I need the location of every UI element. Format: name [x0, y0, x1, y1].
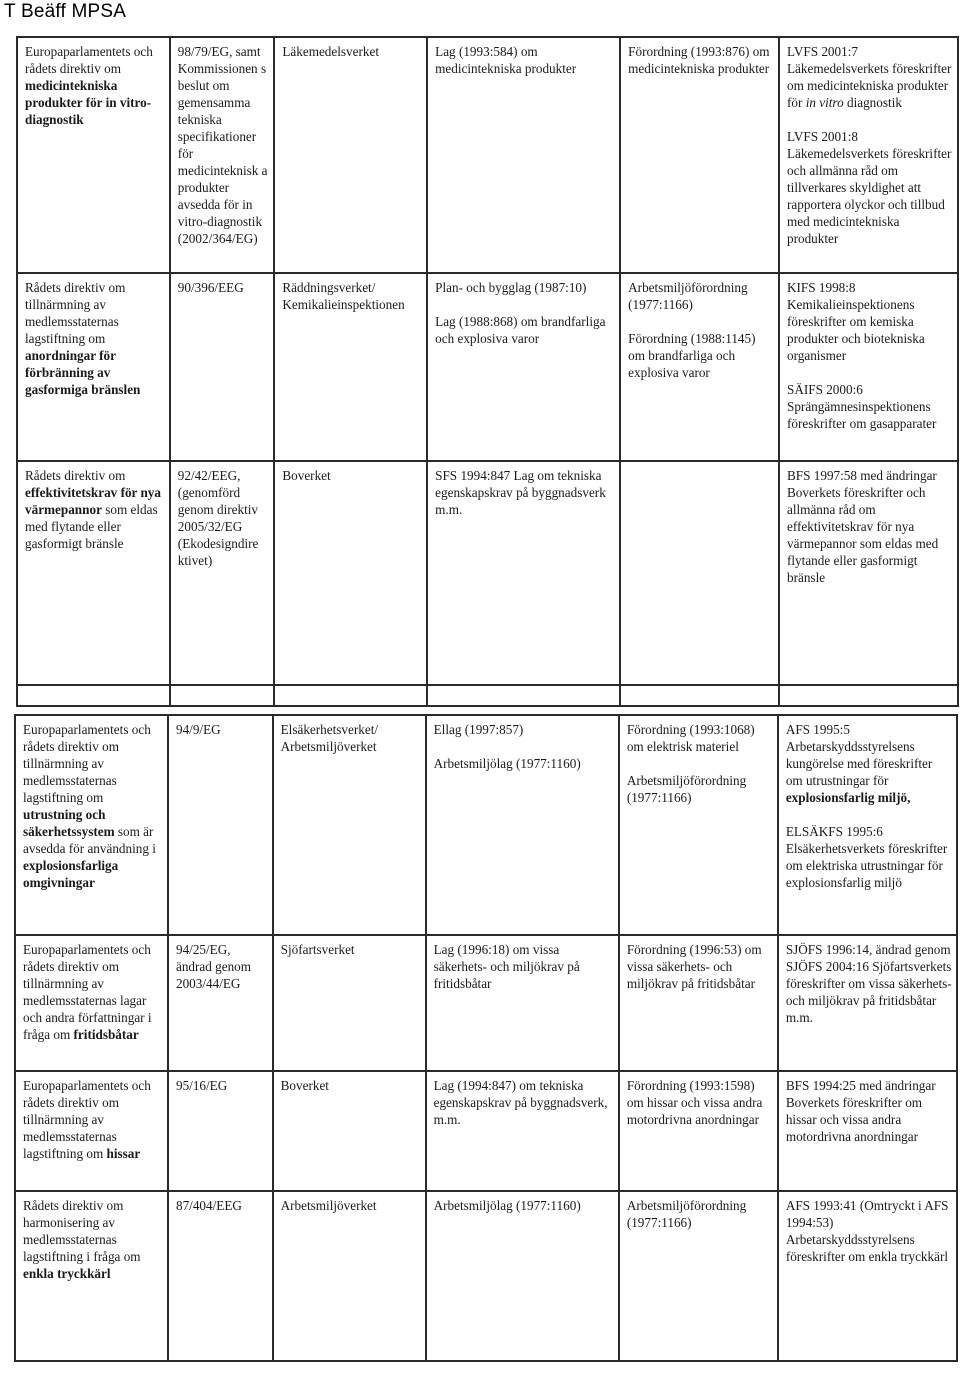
- directive-run: utrustning och säkerhetssystem: [23, 807, 115, 839]
- regulation-item: [787, 381, 953, 432]
- regulation-item: [787, 279, 953, 364]
- directive-run: enkla tryckkärl: [23, 1266, 111, 1281]
- law-item: Arbetsmiljölag (1977:1160): [433, 756, 581, 771]
- ordinance-cell: [619, 935, 778, 1071]
- regulations-cell: [778, 715, 957, 935]
- directive-number-cell: 94/9/EG: [168, 715, 273, 935]
- ordinance-cell: [619, 1071, 778, 1191]
- regulations-cell: [779, 273, 958, 461]
- directive-run: Europaparlamentets och rådets direktiv om tillnärmning av medlemsstaternas lagstiftning om: [23, 1078, 151, 1161]
- directive-run: Europaparlamentets och rådets direktiv om tillnärmning av medlemsstaternas lagar och andra författningar i fråga om: [23, 942, 152, 1042]
- ordinance-item: Förordning (1993:1068) om elektrisk materiel: [626, 722, 755, 754]
- empty-cell: [620, 685, 779, 706]
- law-cell: [426, 935, 619, 1071]
- directive-cell: [17, 273, 170, 461]
- regulations-cell: [778, 1071, 957, 1191]
- directive-run: Europaparlamentets och rådets direktiv om tillnärmning av medlemsstaternas lagstiftning om: [23, 722, 151, 805]
- regulation-item: [786, 823, 952, 891]
- regulation-run: ELSÄKFS 1995:6 Elsäkerhetsverkets föreskrifter om elektriska utrustningar för explosionsfarlig miljö: [785, 824, 948, 890]
- directive-cell: [17, 37, 170, 273]
- regulation-item: [787, 128, 953, 247]
- directive-run: Rådets direktiv om: [25, 468, 126, 483]
- empty-row: [17, 685, 958, 706]
- regulations-cell: [778, 1191, 957, 1361]
- ordinance-item: Arbetsmiljöförordning (1977:1166): [626, 773, 747, 805]
- regulation-run: AFS 1995:5 Arbetarskyddsstyrelsens kungörelse med föreskrifter om utrustningar för: [785, 722, 933, 788]
- empty-cell: [274, 685, 427, 706]
- regulations-cell: [779, 37, 958, 273]
- directives-table-1: [16, 36, 959, 707]
- ordinance-cell: [620, 461, 779, 685]
- regulation-run: explosionsfarlig miljö,: [785, 790, 911, 805]
- empty-cell: [17, 685, 170, 706]
- law-item: Plan- och bygglag (1987:10): [435, 280, 587, 295]
- regulation-run: diagnostik: [843, 95, 902, 110]
- ordinance-cell: [620, 37, 779, 273]
- directive-cell: [15, 715, 168, 935]
- directive-run: Rådets direktiv om harmonisering av medlemsstaternas lagstiftning i fråga om: [23, 1198, 141, 1264]
- table-row: [17, 273, 958, 461]
- directive-number-cell: 98/79/EG, samt Kommissionen s beslut om gemensamma tekniska specifikationer för medicinteknisk a produkter avsedda för in vitro-diagnostik (2002/364/EG): [170, 37, 275, 273]
- directive-number-cell: 92/42/EEG, (genomförd genom direktiv 2005/32/EG (Ekodesigndire ktivet): [170, 461, 275, 685]
- regulation-run: LVFS 2001:7 Läkemedelsverkets föreskrifter om medicintekniska produkter för: [787, 44, 952, 110]
- law-item: Lag (1996:18) om vissa säkerhets- och miljökrav på fritidsbåtar: [433, 942, 580, 991]
- law-cell: [426, 1191, 619, 1361]
- page-header: T Beäff MPSA: [4, 1, 127, 22]
- regulation-item: [786, 1197, 952, 1265]
- law-item: Lag (1994:847) om tekniska egenskapskrav på byggnadsverk, m.m.: [433, 1078, 608, 1127]
- law-cell: [426, 1071, 619, 1191]
- directive-number-cell: 87/404/EEG: [168, 1191, 273, 1361]
- directive-cell: [15, 1071, 168, 1191]
- law-cell: [427, 37, 620, 273]
- ordinance-cell: [619, 715, 778, 935]
- directive-run: fritidsbåtar: [73, 1027, 139, 1042]
- directive-cell: [15, 1191, 168, 1361]
- directive-number-cell: 95/16/EG: [168, 1071, 273, 1191]
- regulation-run: SÄIFS 2000:6 Sprängämnesinspektionens föreskrifter om gasapparater: [787, 382, 937, 431]
- regulation-run: BFS 1997:58 med ändringar Boverkets föreskrifter och allmänna råd om effektivitetskrav för nya värmepannor som eldas med flytande eller gasformigt bränsle: [787, 468, 939, 585]
- directive-run: hissar: [106, 1146, 141, 1161]
- regulation-item: [786, 721, 952, 806]
- ordinance-item: Förordning (1993:1598) om hissar och vissa andra motordrivna anordningar: [626, 1078, 763, 1127]
- law-item: Arbetsmiljölag (1977:1160): [433, 1198, 581, 1213]
- ordinance-cell: [620, 273, 779, 461]
- ordinance-item: Förordning (1988:1145) om brandfarliga och explosiva varor: [628, 331, 756, 380]
- regulation-run: LVFS 2001:8 Läkemedelsverkets föreskrifter och allmänna råd om tillverkares skyldighet att rapportera olyckor och tillbud med medicintekniska produkter: [787, 129, 952, 246]
- ordinance-cell: [619, 1191, 778, 1361]
- directive-cell: [17, 461, 170, 685]
- ordinance-item: Förordning (1996:53) om vissa säkerhets- och miljökrav på fritidsbåtar: [626, 942, 762, 991]
- directive-run: Rådets direktiv om tillnärmning av medlemsstaternas lagstiftning om: [25, 280, 126, 346]
- directive-run: effektivitetskrav för nya värmepannor: [25, 485, 161, 517]
- directive-run: explosionsfarliga omgivningar: [23, 858, 119, 890]
- authority-cell: Elsäkerhetsverket/ Arbetsmiljöverket: [273, 715, 426, 935]
- law-cell: [426, 715, 619, 935]
- regulation-item: [786, 1077, 952, 1145]
- regulation-item: [787, 43, 953, 111]
- law-item: Ellag (1997:857): [433, 722, 524, 737]
- regulation-run: AFS 1993:41 (Omtryckt i AFS 1994:53) Arbetarskyddsstyrelsens föreskrifter om enkla tryckkärl: [785, 1198, 949, 1264]
- authority-cell: Boverket: [273, 1071, 426, 1191]
- authority-cell: Boverket: [274, 461, 427, 685]
- law-item: Lag (1988:868) om brandfarliga och explosiva varor: [435, 314, 606, 346]
- directive-run: anordningar för förbränning av gasformiga bränslen: [25, 348, 141, 397]
- regulations-cell: [779, 461, 958, 685]
- regulation-run: in vitro: [805, 95, 844, 110]
- regulation-run: SJÖFS 1996:14, ändrad genom SJÖFS 2004:16 Sjöfartsverkets föreskrifter om vissa säkerhets- och miljökrav på fritidsbåtar m.m.: [785, 942, 952, 1025]
- law-item: SFS 1994:847 Lag om tekniska egenskapskrav på byggnadsverk m.m.: [435, 468, 606, 517]
- table-row: [15, 1071, 957, 1191]
- table-row: [15, 1191, 957, 1361]
- authority-cell: Räddningsverket/ Kemikalieinspektionen: [274, 273, 427, 461]
- directive-run: som är avsedda för användning i: [23, 824, 156, 856]
- empty-cell: [779, 685, 958, 706]
- regulation-run: KIFS 1998:8 Kemikalieinspektionens föreskrifter om kemiska produkter och biotekniska organismer: [787, 280, 925, 363]
- ordinance-item: Förordning (1993:876) om medicintekniska produkter: [628, 44, 770, 76]
- regulation-item: [787, 467, 953, 586]
- table-row: [17, 461, 958, 685]
- directive-run: medicintekniska produkter för in vitro-diagnostik: [25, 78, 152, 127]
- table-row: [17, 37, 958, 273]
- authority-cell: Arbetsmiljöverket: [273, 1191, 426, 1361]
- directive-run: Europaparlamentets och rådets direktiv om: [25, 44, 153, 76]
- authority-cell: Läkemedelsverket: [274, 37, 427, 273]
- directive-cell: [15, 935, 168, 1071]
- ordinance-item: Arbetsmiljöförordning (1977:1166): [628, 280, 748, 312]
- directive-number-cell: 90/396/EEG: [170, 273, 275, 461]
- law-cell: [427, 461, 620, 685]
- empty-cell: [170, 685, 275, 706]
- law-cell: [427, 273, 620, 461]
- authority-cell: Sjöfartsverket: [273, 935, 426, 1071]
- table-row: [15, 715, 957, 935]
- regulation-item: [786, 941, 952, 1026]
- law-item: Lag (1993:584) om medicintekniska produkter: [435, 44, 577, 76]
- regulation-run: BFS 1994:25 med ändringar Boverkets föreskrifter om hissar och vissa andra motordrivna anordningar: [785, 1078, 936, 1144]
- directive-run: som eldas med flytande eller gasformigt bränsle: [25, 502, 158, 551]
- directive-number-cell: 94/25/EG, ändrad genom 2003/44/EG: [168, 935, 273, 1071]
- table-row: [15, 935, 957, 1071]
- empty-cell: [427, 685, 620, 706]
- directives-table-2: [14, 714, 958, 1362]
- ordinance-item: Arbetsmiljöförordning (1977:1166): [626, 1198, 747, 1230]
- regulations-cell: [778, 935, 957, 1071]
